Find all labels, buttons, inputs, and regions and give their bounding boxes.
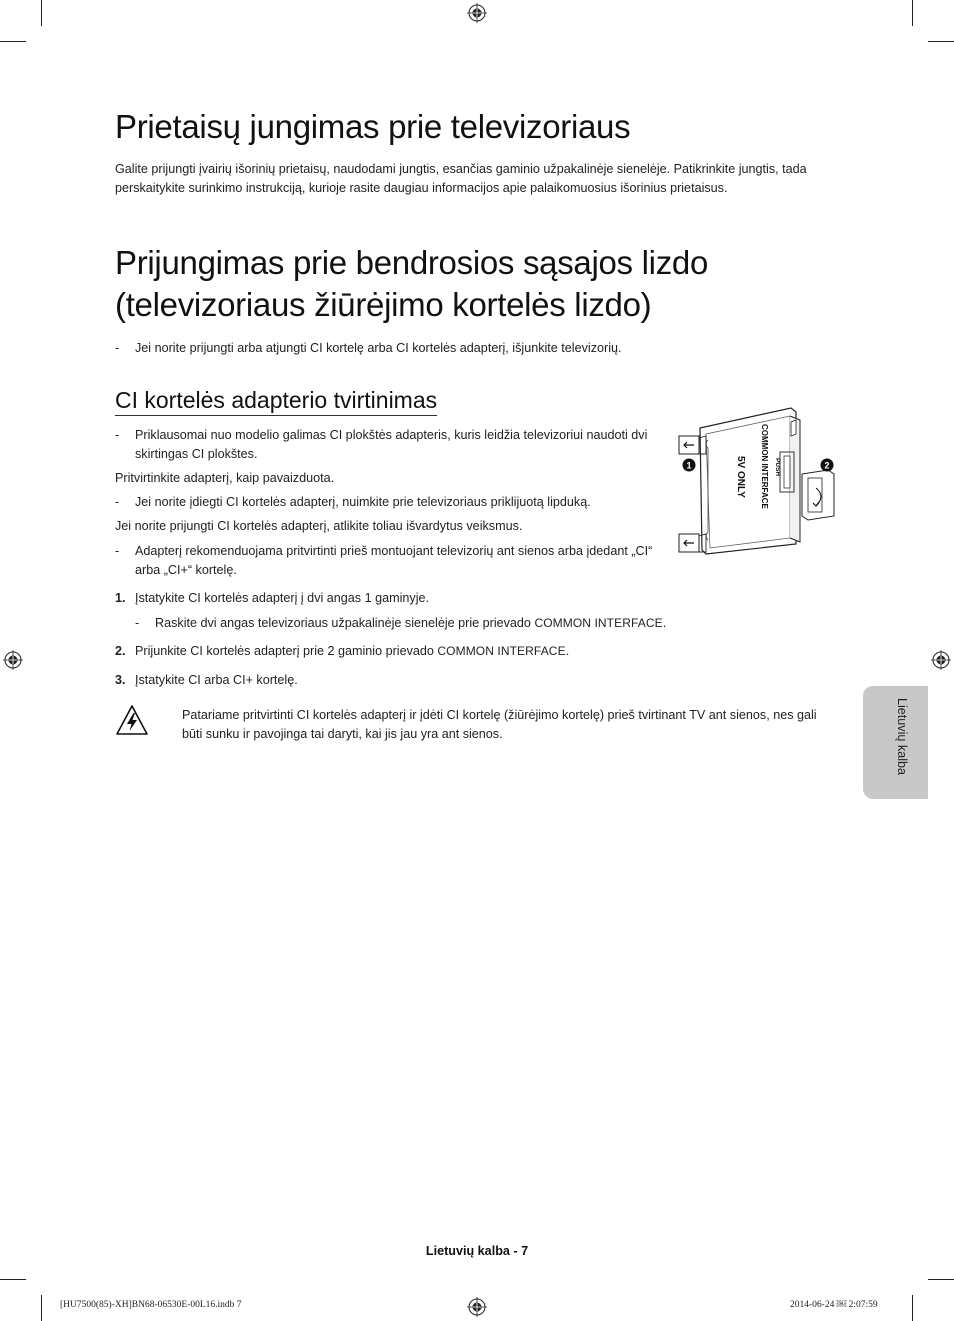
step-number: 1. xyxy=(115,591,126,605)
crop-mark-bottom-right-v xyxy=(912,1295,913,1321)
print-slug-date: 2014-06-24 ￼ 2:07:59 xyxy=(790,1300,878,1310)
note-sticker-text: Jei norite įdiegti CI kortelės adapterį, nuimkite prie televizoriaus priklijuotą lipduką. xyxy=(135,495,591,509)
note-model-dependent xyxy=(115,426,655,464)
step-text: Įstatykite CI arba CI+ kortelę. xyxy=(135,673,298,687)
crop-mark-top-left-h xyxy=(0,41,26,42)
connector-port xyxy=(802,470,834,520)
note-dash: - xyxy=(115,495,120,509)
attach-instruction: Pritvirtinkite adapterį, kaip pavaizduota. xyxy=(115,471,335,485)
label-push: PUSH xyxy=(774,458,781,477)
step-1 xyxy=(115,589,815,608)
label-5v-only: 5V ONLY xyxy=(735,456,746,498)
crop-mark-top-left-v xyxy=(41,0,42,26)
step-text-wrap xyxy=(115,642,815,661)
crop-mark-bottom-right-h xyxy=(928,1279,954,1280)
language-side-tab xyxy=(863,686,928,799)
step-keyword: COMMON INTERFACE xyxy=(437,644,566,658)
page-title: Prietaisų jungimas prie televizoriaus xyxy=(115,108,631,145)
language-side-tab-label: Lietuvių kalba xyxy=(895,698,909,776)
crop-mark-top-right-h xyxy=(928,41,954,42)
step-number: 3. xyxy=(115,673,126,687)
callout-1-icon xyxy=(683,459,696,472)
registration-mark-left-icon xyxy=(3,650,23,670)
note-dash: - xyxy=(135,616,140,630)
substep-end: . xyxy=(662,616,667,630)
step-text: Įstatykite CI kortelės adapterį į dvi angas 1 gaminyje. xyxy=(135,591,429,605)
note-dash: - xyxy=(115,341,120,355)
crop-mark-bottom-left-h xyxy=(0,1279,26,1280)
crop-mark-bottom-left-v xyxy=(41,1295,42,1321)
step-end: . xyxy=(565,644,570,658)
step-3 xyxy=(115,671,815,690)
note-power-off-text: Jei norite prijungti arba atjungti CI kortelę arba CI kortelės adapterį, išjunkite televizorių. xyxy=(135,341,622,355)
section-title-ci-slot: Prijungimas prie bendrosios sąsajos lizdo (televizoriaus žiūrėjimo kortelės lizdo) xyxy=(115,244,708,323)
callout-1-label: 1 xyxy=(686,460,692,471)
note-sticker xyxy=(115,493,675,512)
label-common-interface: COMMON INTERFACE xyxy=(760,424,769,509)
subsection-title-adapter: CI kortelės adapterio tvirtinimas xyxy=(115,387,437,416)
steps-intro: Jei norite prijungti CI kortelės adapterį, atlikite toliau išvardytus veiksmus. xyxy=(115,519,523,533)
warning-text: Patariame pritvirtinti CI kortelės adapterį ir įdėti CI kortelę (žiūrėjimo kortelę) prieš tvirtinant TV ant sienos, nes gali būti sunku ir pavojinga tai daryti, kai jis jau yra ant sienos. xyxy=(182,708,817,741)
substep-keyword: COMMON INTERFACE xyxy=(534,616,663,630)
intro-paragraph: Galite prijungti įvairių išorinių prietaisų, naudodami jungtis, esančias gaminio užpakalinėje sienelėje. Patikrinkite jungtis, tada perskaitykite surinkimo instrukciją, kurioje rasite daugiau informacijos apie palaikomuosius išorinius prietaisus. xyxy=(115,162,807,195)
step-text: Prijunkite CI kortelės adapterį prie 2 gaminio prievado xyxy=(135,644,438,658)
adapter-plate xyxy=(700,408,800,554)
step-number: 2. xyxy=(115,644,126,658)
substep-text-wrap xyxy=(135,614,835,633)
callout-2-icon xyxy=(821,459,834,472)
note-model-text: Priklausomai nuo modelio galimas CI plokštės adapteris, kuris leidžia televizoriui naudoti dvi skirtingas CI plokštes. xyxy=(135,428,648,461)
substep-find-slots xyxy=(135,614,835,633)
print-slug-file: [HU7500(85)-XH]BN68-06530E-00L16.indb 7 xyxy=(60,1300,242,1310)
note-recommend-text: Adapterį rekomenduojama pritvirtinti prieš montuojant televizorių ant sienos arba įdedant „CI“ arba „CI+“ kortelę. xyxy=(135,544,653,577)
crop-mark-top-right-v xyxy=(912,0,913,26)
note-dash: - xyxy=(115,544,120,558)
note-power-off xyxy=(115,339,835,358)
callout-2-label: 2 xyxy=(824,460,830,471)
registration-mark-right-icon xyxy=(931,650,951,670)
warning-icon xyxy=(115,704,149,736)
note-recommend xyxy=(115,542,660,580)
registration-mark-bottom-icon xyxy=(467,1297,487,1317)
ci-adapter-diagram xyxy=(676,404,842,574)
step-2 xyxy=(115,642,815,661)
page-footer: Lietuvių kalba - 7 xyxy=(425,1244,529,1258)
registration-mark-top-icon xyxy=(467,3,487,23)
note-dash: - xyxy=(115,428,120,442)
substep-text: Raskite dvi angas televizoriaus užpakalinėje sienelėje prie prievado xyxy=(155,616,535,630)
